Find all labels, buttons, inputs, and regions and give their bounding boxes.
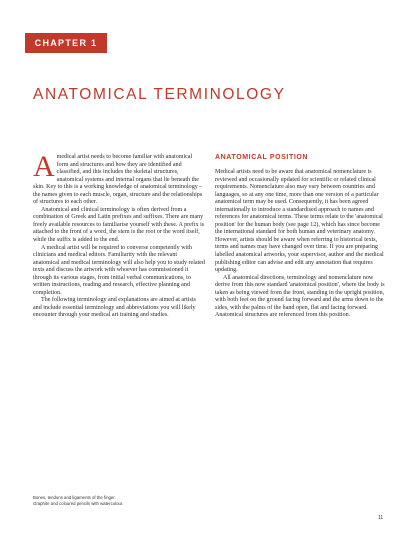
caption-line: Graphite and coloured pencils with watercolour.: [33, 501, 124, 506]
left-column: [33, 150, 205, 320]
intro-paragraph-text: medical artist needs to become familiar with anatomical form and structures and how they are identified and classified, and this includes the skeletal structures, anatomical systems and internal organs that lie beneath the skin. Key to this is a working knowledge of anatomical terminology – the names given to each muscle, organ, structure and the relationships of structures to each other.: [33, 154, 203, 206]
chapter-label: [25, 33, 107, 53]
caption-line: Bones, tendons and ligaments of the finger.: [33, 495, 116, 500]
right-column: [215, 154, 387, 320]
body-paragraph: The following terminology and explanations are aimed at artists and include essential terminology and abbreviations you will likely encounter through your medical art training and studies.: [33, 297, 196, 319]
intro-paragraph: [33, 150, 205, 207]
body-paragraph: All anatomical directions, terminology and nomenclature now derive from this now standard 'anatomical position', where the body is taken as being viewed from the front, standing in the upright position, with both feet on the ground facing forward and the arms down to the sides, with the palms of the hand open, flat and facing forward. Anatomical structures are referenced from this position.: [215, 274, 385, 319]
figure-caption: [33, 495, 123, 507]
chapter-label-text: CHAPTER 1: [34, 38, 98, 48]
body-paragraph: Anatomical and clinical terminology is often derived from a combination of Greek and Latin prefixes and suffixes. There are many freely available resources to familiarise yourself with these. A prefix is attached to the front of a word, the stem is the root or the word itself, while the suffix is added to the end.: [33, 206, 205, 244]
drop-cap: A: [33, 150, 55, 183]
page-number: 11: [378, 515, 384, 521]
body-paragraph: A medical artist will be required to converse competently with clinicians and medical editors. Familiarity with the relevant anatomical and medical terminology will also help you to study related texts and discuss the artwork with whoever has commissioned it through its various stages, from initial verbal communications, to written instructions, reading and research, effective planning and completion.: [33, 244, 205, 296]
page-title: ANATOMICAL TERMINOLOGY: [33, 86, 286, 103]
body-paragraph: Medical artists need to be aware that anatomical nomenclature is reviewed and occasionally updated for scientific or related clinical requirements. Nomenclature also may vary between countries and languages, so at any one time, more than one version of a particular anatomical term may be used. Consequently, it has been agreed internationally to introduce a standardised approach to names and references for anatomical terms. These terms relate to the 'anatomical position' for the human body (see page 12), which has since become the international standard for both human and veterinary anatomy. However, artists should be aware when referring to historical texts, terms and names may have changed over time. If you are preparing labelled anatomical artworks, your supervisor, author and the medical publishing editor can advise and edit any annotation that requires updating.: [215, 169, 384, 274]
section-heading: ANATOMICAL POSITION: [215, 154, 309, 161]
